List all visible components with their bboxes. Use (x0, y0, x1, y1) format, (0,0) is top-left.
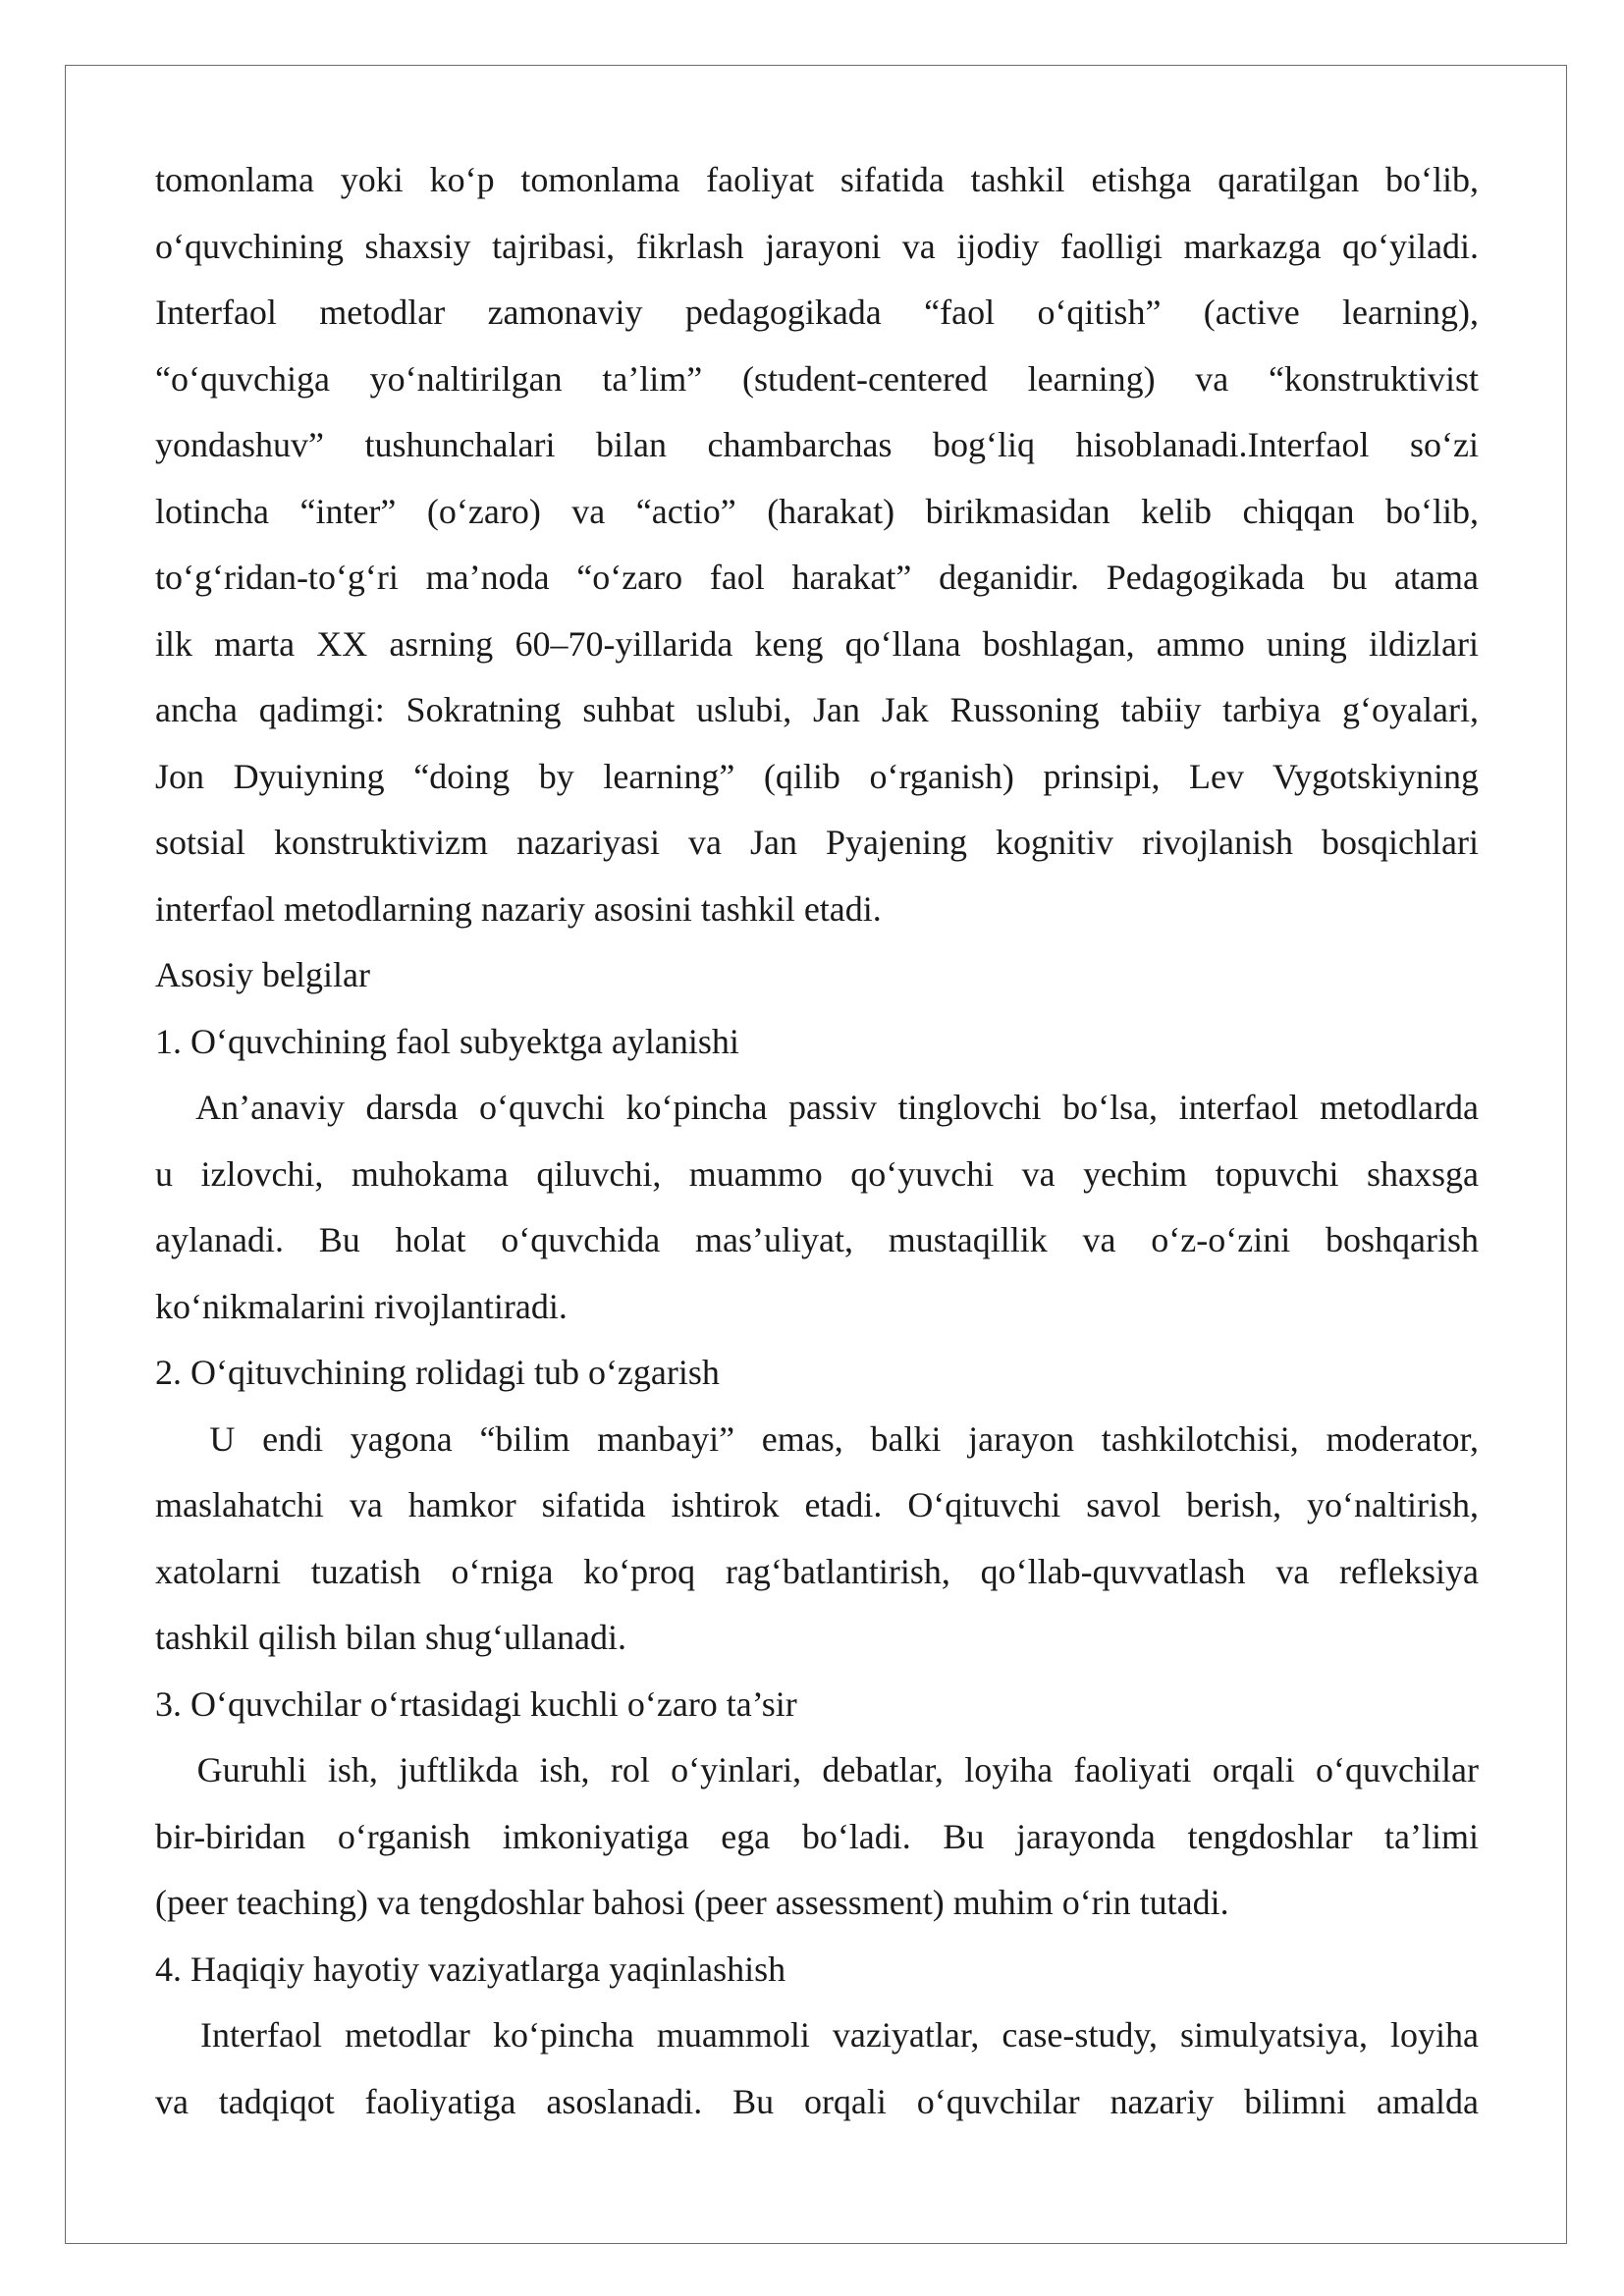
text-line: maslahatchi va hamkor sifatida ishtirok etadi. O‘qituvchi savol berish, yo‘naltirish, (155, 1485, 1479, 1524)
item-heading: 1. O‘quvchining faol subyektga aylanishi (155, 1021, 739, 1061)
text-line: xatolarni tuzatish o‘rniga ko‘proq rag‘batlantirish, qo‘llab-quvvatlash va refleksiya (155, 1551, 1479, 1591)
text-line: (peer teaching) va tengdoshlar bahosi (peer assessment) muhim o‘rin tutadi. (155, 1883, 1229, 1922)
text-line: ancha qadimgi: Sokratning suhbat uslubi, Jan Jak Russoning tabiiy tarbiya g‘oyalari, (155, 690, 1479, 729)
list-item (155, 1672, 1479, 1937)
text-line: An’anaviy darsda o‘quvchi ko‘pincha passiv tinglovchi bo‘lsa, interfaol metodlarda (155, 1088, 1479, 1127)
section-title: Asosiy belgilar (155, 955, 370, 994)
text-line: yondashuv” tushunchalari bilan chambarchas bog‘liq hisoblanadi.Interfaol so‘zi (155, 425, 1479, 464)
list-item (155, 1937, 1479, 2136)
list-item (155, 1009, 1479, 1341)
text-line: Interfaol metodlar ko‘pincha muammoli vaziyatlar, case-study, simulyatsiya, loyiha (155, 2015, 1479, 2055)
document-body (155, 147, 1479, 2135)
intro-paragraph (155, 147, 1479, 942)
text-line: va tadqiqot faoliyatiga asoslanadi. Bu orqali o‘quvchilar nazariy bilimni amalda (155, 2081, 1479, 2121)
list-item (155, 1340, 1479, 1672)
text-line: “o‘quvchiga yo‘naltirilgan ta’lim” (student-centered learning) va “konstruktivist (155, 358, 1479, 399)
item-heading: 4. Haqiqiy hayotiy vaziyatlarga yaqinlashish (155, 1949, 786, 1989)
text-line: aylanadi. Bu holat o‘quvchida mas’uliyat, mustaqillik va o‘z-o‘zini boshqarish (155, 1220, 1479, 1259)
text-line: U endi yagona “bilim manbayi” emas, balki jarayon tashkilotchisi, moderator, (155, 1418, 1479, 1459)
text-line: ilk marta XX asrning 60–70-yillarida keng qo‘llana boshlagan, ammo uning ildizlari (155, 623, 1479, 664)
item-heading: 2. O‘qituvchining rolidagi tub o‘zgarish (155, 1353, 720, 1392)
text-line: sotsial konstruktivizm nazariyasi va Jan Pyajening kognitiv rivojlanish bosqichlari (155, 823, 1479, 862)
text-line: interfaol metodlarning nazariy asosini tashkil etadi. (155, 888, 882, 929)
text-line: Guruhli ish, juftlikda ish, rol o‘yinlari, debatlar, loyiha faoliyati orqali o‘quvchilar (155, 1750, 1479, 1789)
text-line: Jon Dyuiyning “doing by learning” (qilib o‘rganish) prinsipi, Lev Vygotskiyning (155, 756, 1479, 796)
text-line: ko‘nikmalarini rivojlantiradi. (155, 1286, 568, 1326)
text-line: tashkil qilish bilan shug‘ullanadi. (155, 1618, 626, 1657)
text-line: o‘quvchining shaxsiy tajribasi, fikrlash jarayoni va ijodiy faolligi markazga qo‘yiladi. (155, 226, 1479, 266)
text-line: tomonlama yoki ko‘p tomonlama faoliyat sifatida tashkil etishga qaratilgan bo‘lib, (155, 160, 1479, 199)
text-line: to‘g‘ridan-to‘g‘ri ma’noda “o‘zaro faol harakat” deganidir. Pedagogikada bu atama (155, 558, 1479, 597)
text-line: bir-biridan o‘rganish imkoniyatiga ega bo‘ladi. Bu jarayonda tengdoshlar ta’limi (155, 1816, 1479, 1856)
text-line: u izlovchi, muhokama qiluvchi, muammo qo‘yuvchi va yechim topuvchi shaxsga (155, 1153, 1479, 1194)
text-line: Interfaol metodlar zamonaviy pedagogikada “faol o‘qitish” (active learning), (155, 293, 1479, 332)
item-heading: 3. O‘quvchilar o‘rtasidagi kuchli o‘zaro ta’sir (155, 1683, 797, 1724)
text-line: lotincha “inter” (o‘zaro) va “actio” (harakat) birikmasidan kelib chiqqan bo‘lib, (155, 491, 1479, 531)
